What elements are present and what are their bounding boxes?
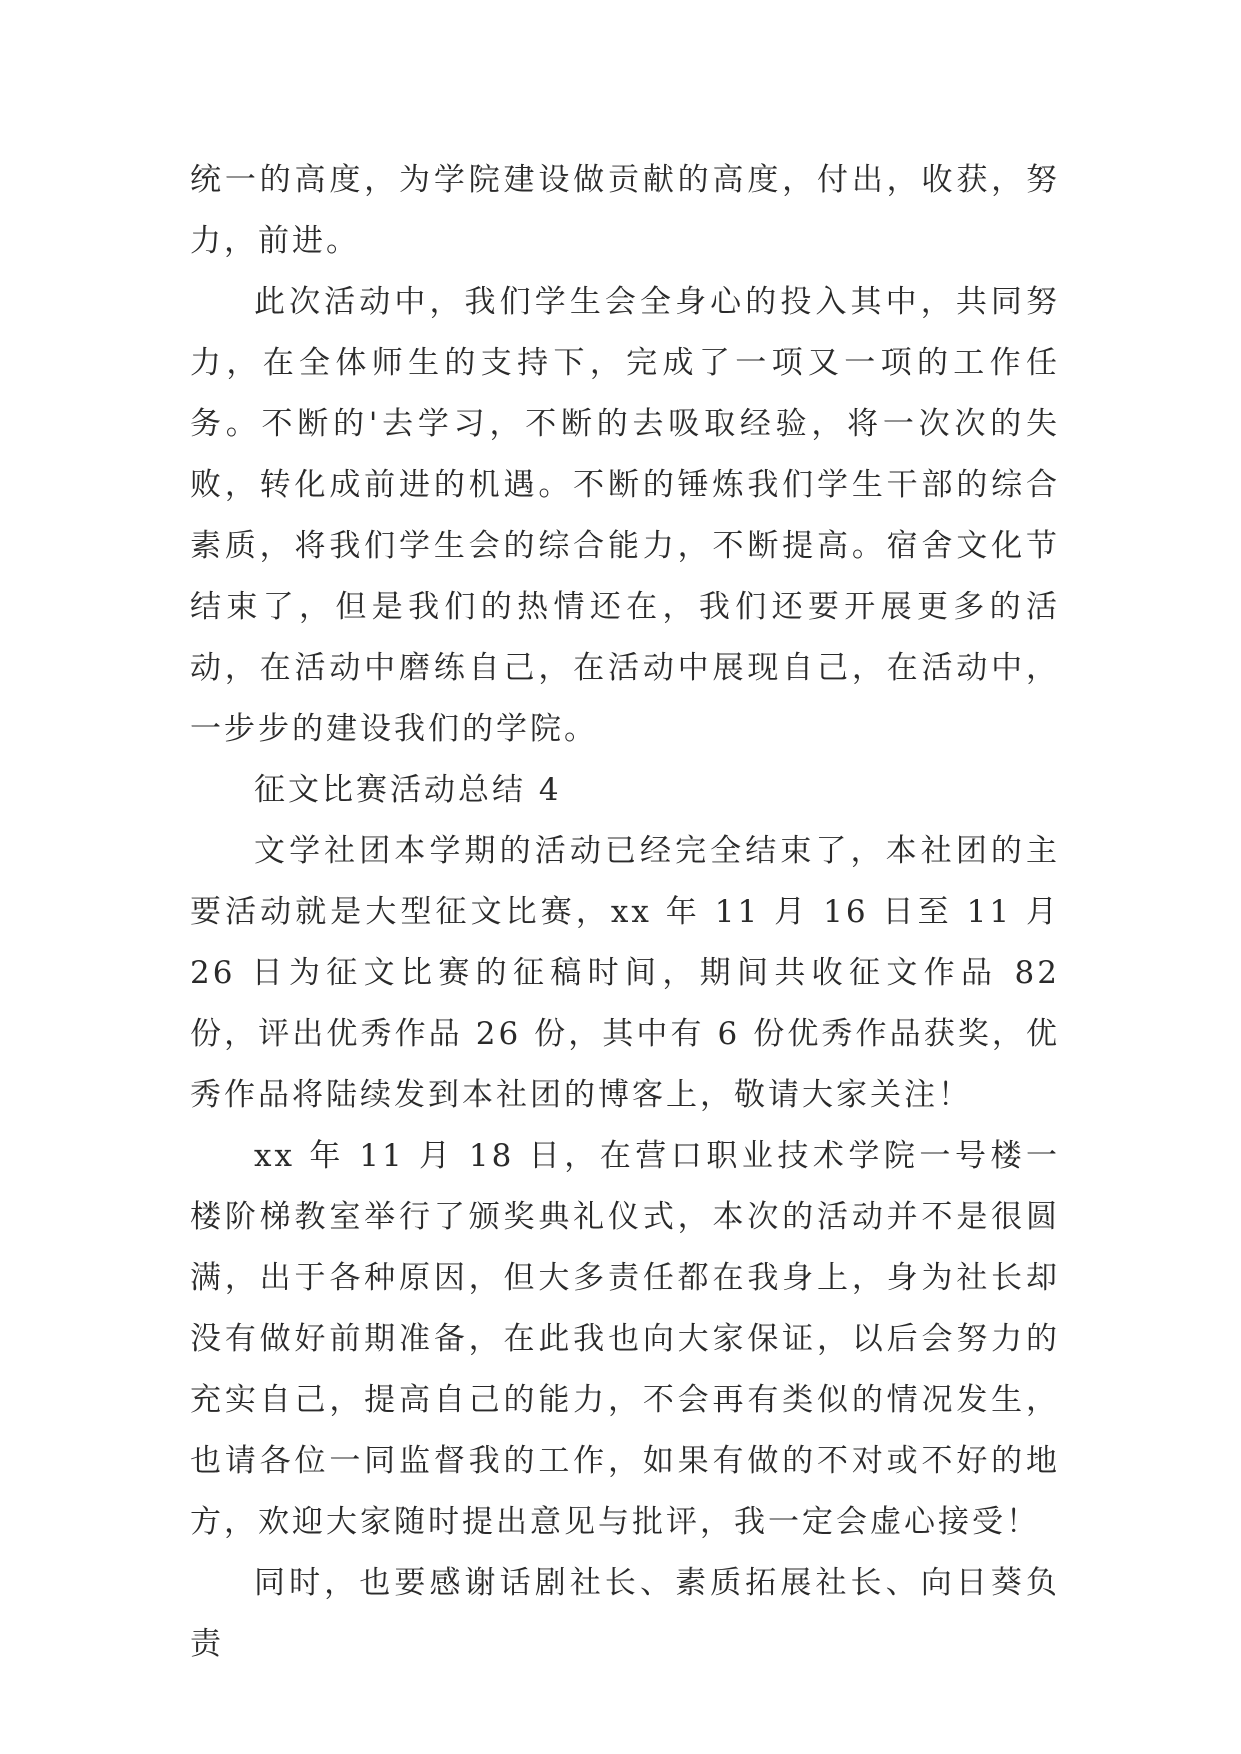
paragraph-award-ceremony: xx 年 11 月 18 日，在营口职业技术学院一号楼一楼阶梯教室举行了颁奖典礼仪式，本次的活动并不是很圆满，出于各种原因，但大多责任都在我身上，身为社长却没有做好前期准备，在此我也向大家保证，以后会努力的充实自己，提高自己的能力，不会再有类似的情况发生，也请各位一同监督我的工作，如果有做的不对或不好的地方，欢迎大家随时提出意见与批评，我一定会虚心接受！ xyxy=(190,1138,1060,1540)
paragraph-essay-contest: 文学社团本学期的活动已经完全结束了，本社团的主要活动就是大型征文比赛，xx 年 11 月 16 日至 11 月 26 日为征文比赛的征稿时间，期间共收征文作品 82 份，评出优秀作品 26 份，其中有 6 份优秀作品获奖，优秀作品将陆续发到本社团的博客上，敬请大家关注！ xyxy=(190,833,1060,1113)
paragraph-thanks: 同时，也要感谢话剧社长、素质拓展社长、向日葵负责 xyxy=(190,1565,1060,1662)
document-page xyxy=(190,150,1060,1675)
paragraph-student-union-activity: 此次活动中，我们学生会全身心的投入其中，共同努力，在全体师生的支持下，完成了一项又一项的工作任务。不断的'去学习，不断的去吸取经验，将一次次的失败，转化成前进的机遇。不断的锤炼我们学生干部的综合素质，将我们学生会的综合能力，不断提高。宿舍文化节结束了，但是我们的热情还在，我们还要开展更多的活动，在活动中磨练自己，在活动中展现自己，在活动中，一步步的建设我们的学院。 xyxy=(190,284,1060,747)
paragraph-continuation: 统一的高度，为学院建设做贡献的高度，付出，收获，努力，前进。 xyxy=(190,162,1060,259)
section-heading: 征文比赛活动总结 4 xyxy=(254,772,562,808)
